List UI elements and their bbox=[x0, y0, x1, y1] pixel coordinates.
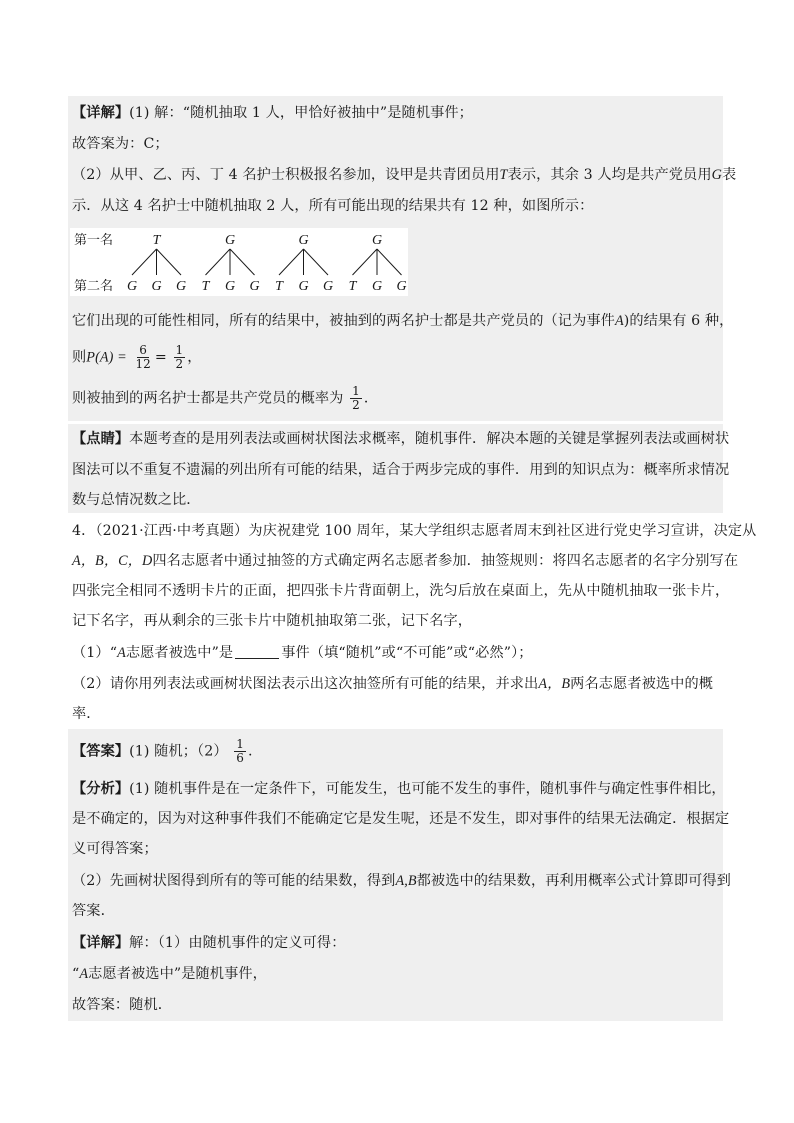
solution-line-5 bbox=[72, 310, 733, 332]
tree-second-label: 第二名 bbox=[74, 279, 114, 294]
tree-branch bbox=[377, 249, 402, 275]
tree-node-second: G bbox=[396, 279, 407, 294]
comment-line-1 bbox=[72, 428, 729, 450]
solution-text: 表 bbox=[721, 167, 737, 183]
tree-branch bbox=[157, 249, 182, 275]
tree-node-second: G bbox=[224, 279, 236, 294]
problem-line-4: 记下名字，再从剩余的三张卡片中随机抽取第二张，记下名字， bbox=[72, 613, 473, 629]
math-var: T bbox=[499, 167, 508, 183]
fraction: $\frac{1}{2}$ bbox=[175, 343, 184, 371]
solution-text: (1) 解：“随机抽取 1 人，甲恰好被抽中”是随机事件； bbox=[129, 105, 473, 121]
analysis-line-4: （2）先画树状图得到所有的等可能的结果数，得到A,B都被选中的结果数，再利用概率公式计算即可得到 bbox=[72, 873, 731, 889]
tree-node-second: T bbox=[348, 279, 357, 294]
comment-line-3: 数与总情况数之比． bbox=[72, 492, 201, 508]
tree-node-first: G bbox=[224, 233, 236, 248]
tree-branches bbox=[132, 249, 402, 275]
detail-line-3: 故答案：随机． bbox=[72, 997, 173, 1013]
detail-line-2: “A志愿者被选中”是随机事件， bbox=[72, 966, 267, 982]
solution-text: 它们出现的可能性相同，所有的结果中，被抽到的两名护士都是共产党员的（记为事件 bbox=[72, 313, 615, 329]
math-var: A，B，C，D bbox=[72, 553, 153, 569]
problem-text: 四名志愿者中通过抽签的方式确定两名志愿者参加．抽签规则：将四名志愿者的名字分别写在 bbox=[152, 553, 739, 569]
tree-branch bbox=[230, 249, 255, 275]
problem-question-2: （2）请你用列表法或画树状图法表示出这次抽签所有可能的结果，并求出A，B两名志愿者被选中的概 bbox=[72, 676, 714, 692]
answer-blank bbox=[235, 644, 279, 659]
detail-line-1: 【详解】解：（1）由随机事件的定义可得： bbox=[72, 935, 346, 951]
tree-node-second: G bbox=[151, 279, 162, 294]
solution-text: 表示，其余 3 人均是共产党员用 bbox=[507, 167, 712, 183]
problem-question-2-cont: 率． bbox=[72, 706, 101, 722]
fraction: $\frac{1}{2}$ bbox=[352, 384, 360, 412]
solution-line-6 bbox=[72, 344, 202, 371]
solution-line-2: 故答案为：C； bbox=[72, 136, 169, 152]
math-eq: = bbox=[154, 349, 167, 366]
comment-tag: 【点睛】 bbox=[72, 431, 130, 447]
solution-line-1 bbox=[72, 102, 473, 124]
math-var: A bbox=[614, 313, 624, 329]
analysis-line-2: 是不确定的，因为对这种事件我们不能确定它是发生呢，还是不发生，即对事件的结果无法确定．根据定 bbox=[72, 811, 730, 827]
tree-node-second: G bbox=[175, 279, 187, 294]
math-var: A bbox=[79, 966, 89, 982]
tree-node-first: G bbox=[298, 233, 309, 248]
analysis-line-3: 义可得答案； bbox=[72, 841, 158, 857]
tree-node-second: T bbox=[201, 279, 210, 294]
tree-node-second: G bbox=[298, 279, 309, 294]
tree-node-second: G bbox=[371, 279, 383, 294]
problem-line-3: 四张完全相同不透明卡片的正面，把四张卡片背面朝上，洗匀后放在桌面上，先从中随机抽取一张卡片， bbox=[72, 583, 730, 599]
detail-tag: 【详解】 bbox=[72, 105, 130, 121]
math-var: A bbox=[117, 645, 126, 661]
answer-line: 【答案】(1) 随机；（2） $\frac{1}{6}$ . bbox=[72, 737, 253, 765]
solution-line-4: 示．从这 4 名护士中随机抽取 2 人，所有可能出现的结果共有 12 种，如图所示： bbox=[72, 198, 594, 214]
analysis-line-1: 【分析】(1) 随机事件是在一定条件下，可能发生，也可能不发生的事件，随机事件与确定性事件相比， bbox=[72, 781, 726, 797]
solution-line-3 bbox=[72, 164, 736, 186]
math-var: A，B bbox=[538, 676, 571, 692]
math-var: A,B bbox=[395, 873, 417, 889]
detail-tag: 【详解】 bbox=[72, 935, 130, 951]
solution-text: （2）从甲、乙、丙、丁 4 名护士积极报名参加，设甲是共青团员用 bbox=[72, 167, 500, 183]
tree-branch bbox=[132, 249, 157, 275]
problem-question-1: （1）“A志愿者被选中”是 事件（填“随机”或“不可能”或“必然”）； bbox=[72, 645, 533, 661]
solution-line-7 bbox=[72, 385, 378, 412]
solution-text: ． bbox=[363, 390, 379, 407]
answer-tag: 【答案】 bbox=[72, 743, 130, 760]
tree-first-label: 第一名 bbox=[74, 233, 114, 248]
tree-second-level bbox=[127, 279, 407, 294]
problem-line-2 bbox=[72, 550, 738, 572]
tree-branch bbox=[279, 249, 304, 275]
math-var: G bbox=[711, 167, 722, 183]
solution-text: 则 bbox=[72, 349, 87, 366]
analysis-tag: 【分析】 bbox=[72, 781, 130, 797]
tree-branch bbox=[353, 249, 378, 275]
tree-first-level bbox=[153, 233, 382, 248]
comment-line-2: 图法可以不重复不遗漏的列出所有可能的结果，适合于两步完成的事件．用到的知识点为：概率所求情况 bbox=[72, 462, 730, 478]
comment-text: 本题考查的是用列表法或画树状图法求概率，随机事件．解决本题的关键是掌握列表法或画树状 bbox=[129, 431, 730, 447]
analysis-line-5: 答案． bbox=[72, 903, 115, 919]
tree-node-second: T bbox=[275, 279, 283, 294]
tree-node-first: G bbox=[371, 233, 383, 248]
tree-node-second: G bbox=[322, 279, 334, 294]
tree-node-first: T bbox=[152, 233, 161, 248]
problem-line-1: 4．（2021·江西·中考真题）为庆祝建党 100 周年，某大学组织志愿者周末到社区进行党史学习宣讲，决定从 bbox=[72, 523, 757, 539]
solution-text: ， bbox=[187, 349, 202, 366]
fraction: $\frac{1}{6}$ bbox=[236, 737, 245, 765]
tree-branch bbox=[206, 249, 231, 275]
tree-node-second: G bbox=[126, 279, 138, 294]
tree-branch bbox=[304, 249, 329, 275]
tree-node-second: G bbox=[249, 279, 260, 294]
fraction: $\frac{6}{12}$ bbox=[135, 343, 151, 371]
math-expr: P(A) = bbox=[86, 349, 127, 366]
solution-text: 则被抽到的两名护士都是共产党员的概率为 bbox=[72, 390, 344, 407]
tree-diagram bbox=[70, 228, 408, 296]
solution-text: )的结果有 6 种， bbox=[623, 313, 734, 329]
